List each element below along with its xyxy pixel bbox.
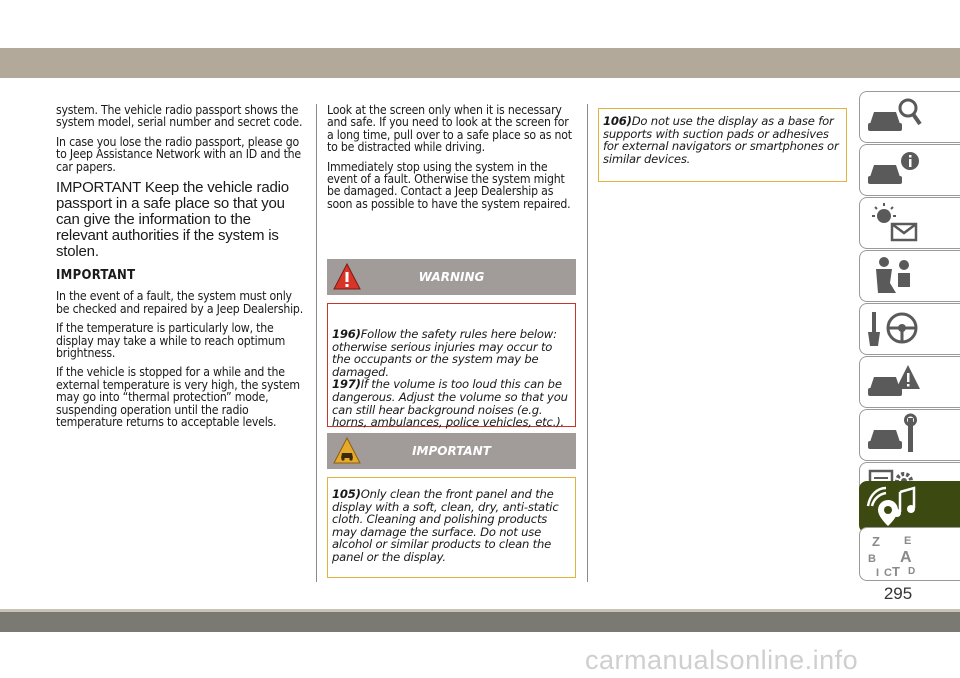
paragraph-fault: In the event of a fault, the system must only be checked and repaired by a Jeep Dealership. — [56, 289, 303, 316]
column-middle — [327, 104, 577, 217]
paragraph-thermal-protection: If the vehicle is stopped for a while and the external temperature is very high, the system may go into “thermal protection” mode, suspending operation until the radio temperature returns to acceptable levels. — [56, 365, 300, 430]
watermark: carmanualsonline.info — [585, 645, 859, 675]
tab-car-info[interactable] — [859, 144, 960, 196]
column-divider — [587, 104, 588, 582]
tab-seat-safety[interactable] — [859, 250, 960, 302]
paragraph-stop-using: Immediately stop using the system in the event of a fault. Otherwise the system might be damaged. Contact a Jeep Dealership as soon as possible to have the system repaired. — [327, 159, 571, 211]
multimedia-music-icon — [864, 484, 924, 530]
paragraph-look-at-screen: Look at the screen only when it is necessary and safe. If you need to look at the screen for a long time, pull over to a safe place so as not to be distracted while driving. — [327, 103, 572, 155]
paragraph-lost-passport: In case you lose the radio passport, please go to Jeep Assistance Network with an ID and the car papers. — [56, 134, 301, 174]
important-item-105: 105)Only clean the front panel and the display with a soft, clean, dry, anti-static cloth. Cleaning and polishing products may damage the surface. Do not use alcohol or similar products to clean the panel or the display. — [332, 487, 559, 564]
column-left — [56, 104, 306, 436]
key-steering-wheel-icon — [864, 306, 924, 352]
header-band — [0, 48, 960, 78]
column-divider — [316, 104, 317, 582]
tab-index[interactable] — [859, 527, 960, 581]
index-letter: I — [876, 567, 880, 579]
tab-multimedia[interactable] — [859, 481, 960, 533]
important-box-105 — [327, 477, 576, 578]
important-heading: IMPORTANT — [56, 268, 136, 284]
page-number: 295 — [883, 584, 913, 603]
index-letter: T — [892, 564, 900, 579]
tab-car-warning[interactable] — [859, 356, 960, 408]
tab-car-search[interactable] — [859, 91, 960, 143]
warning-item-197: 197)If the volume is too loud this can be dangerous. Adjust the volume so that you can still hear background noises (e.g. horns, ambulances, police vehicles, etc.). — [332, 377, 568, 430]
tab-warning-lights[interactable] — [859, 197, 960, 249]
index-letters-icon — [864, 530, 924, 580]
seat-safety-icon — [864, 253, 924, 299]
paragraph-radio-passport: system. The vehicle radio passport shows the system model, serial number and secret code. — [56, 103, 303, 130]
warning-lights-icon — [864, 200, 924, 246]
paragraph-low-temperature: If the temperature is particularly low, the display may take a while to reach optimum brightness. — [56, 321, 286, 361]
car-search-icon — [864, 94, 924, 140]
index-letter: E — [904, 535, 912, 547]
warning-box — [327, 303, 576, 430]
car-wrench-icon — [864, 412, 924, 458]
index-letter: A — [900, 549, 912, 566]
index-letter: Z — [872, 534, 880, 549]
index-letter: D — [908, 566, 916, 577]
important-keep-passport: IMPORTANT Keep the vehicle radio passport in a safe place so that you can give the information to the relevant authorities if the system is stolen. — [56, 179, 289, 261]
tab-key-steering[interactable] — [859, 303, 960, 355]
footer-band — [0, 612, 960, 632]
car-info-icon — [864, 147, 924, 193]
warning-banner — [327, 259, 576, 295]
car-warning-icon — [864, 359, 924, 405]
tab-car-wrench[interactable] — [859, 409, 960, 461]
index-letter: C — [884, 567, 892, 579]
important-item-106: 106)Do not use the display as a base for supports with suction pads or adhesives for external navigators or smartphones or similar devices. — [603, 114, 839, 166]
warning-label: WARNING — [418, 270, 485, 284]
warning-item-196: 196)Follow the safety rules here below: otherwise serious injuries may occur to the occupants or the system may be damaged. — [332, 327, 557, 379]
important-banner — [327, 433, 576, 469]
important-label: IMPORTANT — [412, 444, 491, 458]
index-letter: B — [868, 553, 876, 565]
important-box-106 — [598, 108, 847, 182]
